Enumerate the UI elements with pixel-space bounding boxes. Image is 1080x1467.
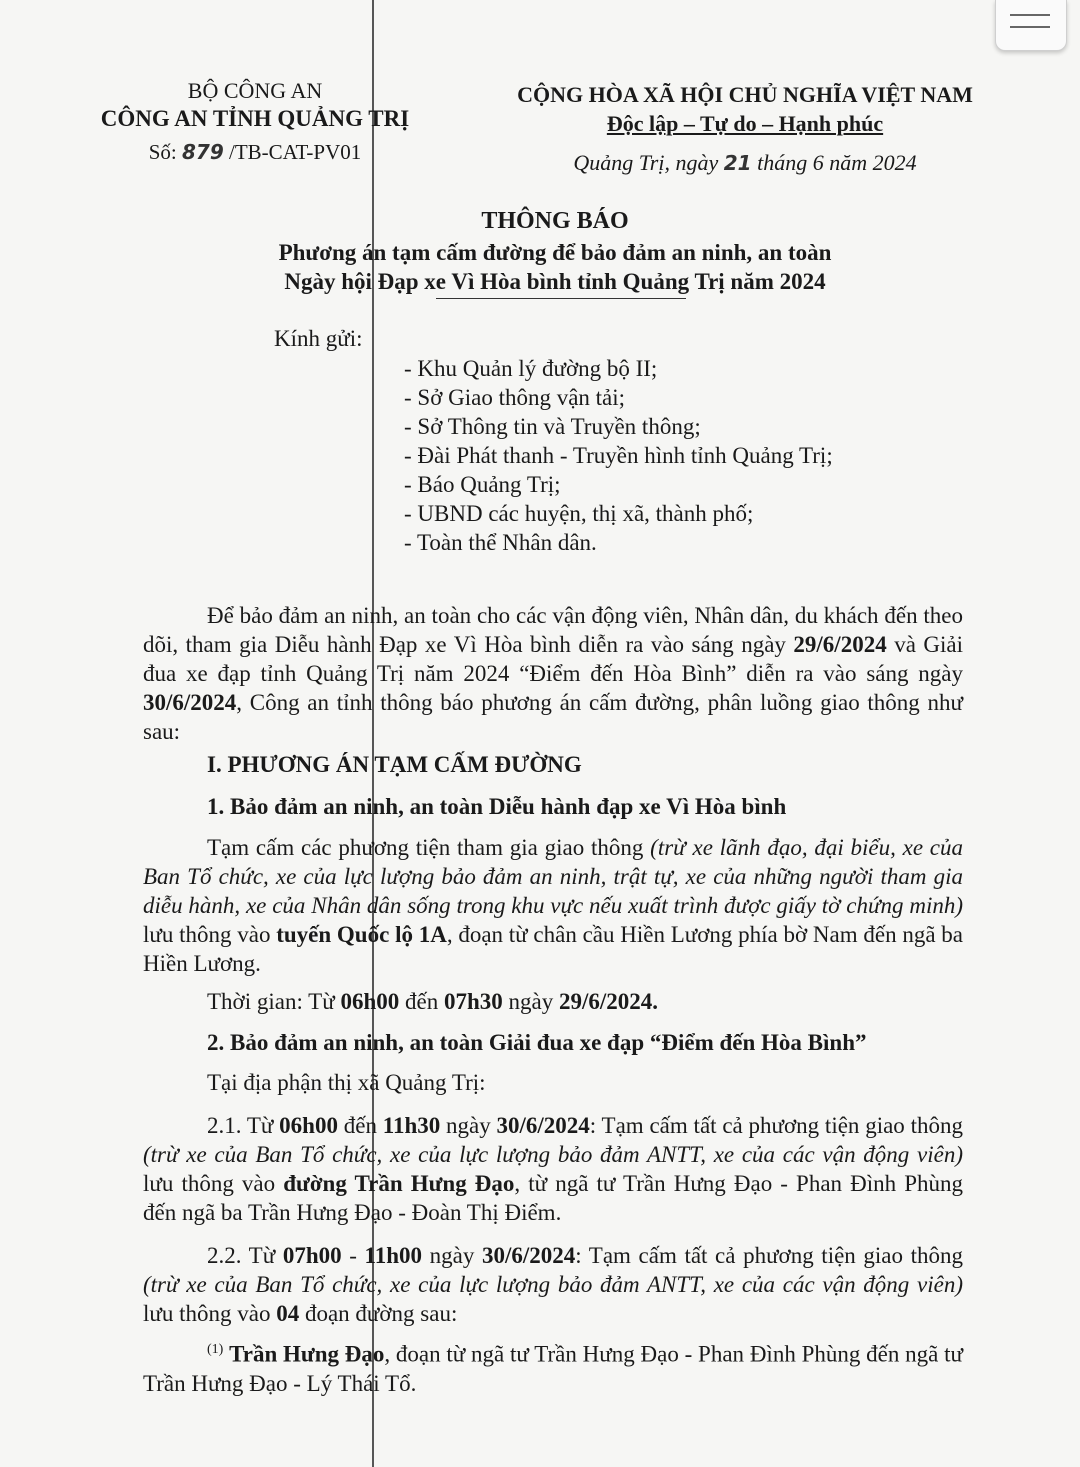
i1-day: ngày bbox=[440, 1113, 497, 1138]
time-date: 29/6/2024. bbox=[558, 989, 659, 1014]
i1-text-b: : Tạm cấm tất cả phương tiện giao thông bbox=[589, 1113, 963, 1138]
i2-from: 07h00 bbox=[282, 1243, 342, 1268]
i1-road: đường Trần Hưng Đạo bbox=[283, 1171, 515, 1196]
sub1-text-1: Tạm cấm các phương tiện tham gia giao thông bbox=[207, 835, 651, 860]
intro-paragraph bbox=[143, 601, 963, 746]
motto-text: Độc lập – Tự do – Hạnh phúc bbox=[606, 111, 884, 136]
handwritten-day: 21 bbox=[723, 151, 752, 175]
sub1-text-3: , đoạn từ chân cầu Hiền Lương phía bờ Nam đến ngã ba Hiền Lương. bbox=[143, 922, 963, 976]
title-line-1: Phương án tạm cấm đường để bảo đảm an ninh, an toàn bbox=[278, 240, 832, 265]
subsection-1-time bbox=[207, 987, 658, 1016]
road-item-1 bbox=[143, 1335, 963, 1398]
i1-text-d: , từ ngã tư Trần Hưng Đạo - Phan Đình Phùng đến ngã ba Trần Hưng Đạo - Đoàn Thị Điểm. bbox=[143, 1171, 963, 1225]
title-line-2: Ngày hội Đạp xe Vì Hòa bình tỉnh Quảng Trị năm 2024 bbox=[284, 269, 826, 294]
recipient-item: - Sở Giao thông vận tải; bbox=[404, 385, 626, 410]
intro-text-3: , Công an tỉnh thông báo phương án cấm đường, phân luồng giao thông như sau: bbox=[143, 690, 963, 744]
section-heading: I. PHƯƠNG ÁN TẠM CẤM ĐƯỜNG bbox=[207, 752, 582, 777]
time-day: ngày bbox=[502, 989, 559, 1014]
time-label: Thời gian: Từ bbox=[207, 989, 341, 1014]
hamburger-icon-line bbox=[1010, 26, 1050, 28]
intro-date-2: 30/6/2024 bbox=[143, 690, 237, 715]
number-prefix: Số: bbox=[148, 140, 177, 164]
ministry-name: BỘ CÔNG AN bbox=[187, 78, 323, 103]
i2-to: 11h00 bbox=[364, 1243, 423, 1268]
recipient-item: - Báo Quảng Trị; bbox=[404, 472, 561, 497]
date-prefix: Quảng Trị, ngày bbox=[573, 150, 719, 175]
i2-text-d: đoạn đường sau: bbox=[299, 1301, 458, 1326]
subsection-2-area: Tại địa phận thị xã Quảng Trị: bbox=[207, 1070, 486, 1095]
recipient-item: - Sở Thông tin và Truyền thông; bbox=[404, 414, 701, 439]
sub1-text-2: lưu thông vào bbox=[143, 922, 277, 947]
subsection-2-heading: 2. Bảo đảm an ninh, an toàn Giải đua xe đạp “Điểm đến Hòa Bình” bbox=[207, 1030, 867, 1055]
item-2-1 bbox=[143, 1111, 963, 1227]
handwritten-number: 879 bbox=[182, 140, 224, 164]
document-title: THÔNG BÁO bbox=[481, 208, 629, 234]
road-1-number: (1) bbox=[207, 1342, 224, 1357]
subsection-1-heading: 1. Bảo đảm an ninh, an toàn Diễu hành đạp xe Vì Hòa bình bbox=[207, 794, 787, 819]
i1-exemptions: (trừ xe của Ban Tổ chức, xe của lực lượng bảo đảm ANTT, xe của các vận động viên) bbox=[143, 1142, 963, 1167]
intro-text-2: và Giải đua xe đạp tỉnh Quảng Trị năm 2024 “Điểm đến Hòa Bình” diễn ra vào sáng ngày bbox=[143, 632, 963, 686]
i2-text-a: 2.2. Từ bbox=[207, 1243, 283, 1268]
i1-text-c: lưu thông vào bbox=[143, 1171, 284, 1196]
menu-button[interactable] bbox=[995, 0, 1067, 51]
motto bbox=[490, 111, 1000, 137]
recipient-item: - Khu Quản lý đường bộ II; bbox=[404, 356, 658, 381]
recipient-item: - Đài Phát thanh - Truyền hình tỉnh Quảng Trị; bbox=[404, 443, 833, 468]
road-1-text: , đoạn từ ngã tư Trần Hưng Đạo - Phan Đình Phùng đến ngã tư Trần Hưng Đạo - Lý Thái Tổ. bbox=[143, 1341, 963, 1396]
i2-mid: - bbox=[341, 1243, 365, 1268]
item-2-2 bbox=[143, 1241, 963, 1328]
subsection-1-paragraph bbox=[143, 833, 963, 978]
recipient-item: - UBND các huyện, thị xã, thành phố; bbox=[404, 501, 754, 526]
road-1-name: Trần Hưng Đạo bbox=[229, 1341, 385, 1367]
intro-date-1: 29/6/2024 bbox=[793, 632, 887, 657]
i1-to: 11h30 bbox=[382, 1113, 441, 1138]
i1-text-a: 2.1. Từ bbox=[207, 1113, 280, 1138]
agency-name: CÔNG AN TỈNH QUẢNG TRỊ bbox=[100, 106, 410, 131]
hamburger-icon bbox=[1010, 14, 1050, 16]
sub1-road: tuyến Quốc lộ 1A bbox=[276, 922, 447, 947]
i2-count: 04 bbox=[276, 1301, 300, 1326]
title-underline bbox=[436, 298, 686, 299]
number-suffix: /TB-CAT-PV01 bbox=[229, 140, 362, 164]
issue-date bbox=[490, 150, 1000, 176]
recipient-item: - Toàn thể Nhân dân. bbox=[404, 530, 597, 555]
country-name: CỘNG HÒA XÃ HỘI CHỦ NGHĨA VIỆT NAM bbox=[517, 82, 973, 107]
date-suffix: tháng 6 năm 2024 bbox=[757, 150, 917, 175]
document-number bbox=[90, 140, 420, 165]
sub1-exemptions: (trừ xe lãnh đạo, đại biểu, xe của Ban Tổ chức, xe của lực lượng bảo đảm an ninh, trật tự, xe của những người tham gia diễu hành, xe của Nhân dân sống trong khu vực nếu xuất trình được giấy tờ chứng minh) bbox=[143, 835, 963, 918]
time-from: 06h00 bbox=[340, 989, 400, 1014]
i1-mid: đến bbox=[337, 1113, 383, 1138]
recipients-label: Kính gửi: bbox=[274, 326, 363, 351]
i2-text-c: lưu thông vào bbox=[143, 1301, 277, 1326]
i2-day: ngày bbox=[422, 1243, 482, 1268]
i1-date: 30/6/2024 bbox=[496, 1113, 590, 1138]
time-to: 07h30 bbox=[443, 989, 503, 1014]
i2-text-b: : Tạm cấm tất cả phương tiện giao thông bbox=[575, 1243, 963, 1268]
time-mid: đến bbox=[399, 989, 444, 1014]
i2-exemptions: (trừ xe của Ban Tổ chức, xe của lực lượng bảo đảm ANTT, xe của các vận động viên) bbox=[143, 1272, 963, 1297]
intro-text-1: Để bảo đảm an ninh, an toàn cho các vận động viên, Nhân dân, du khách đến theo dõi, tham gia Diễu hành Đạp xe Vì Hòa bình diễn ra vào sáng ngày bbox=[143, 603, 963, 657]
i2-date: 30/6/2024 bbox=[481, 1243, 576, 1268]
i1-from: 06h00 bbox=[279, 1113, 338, 1138]
